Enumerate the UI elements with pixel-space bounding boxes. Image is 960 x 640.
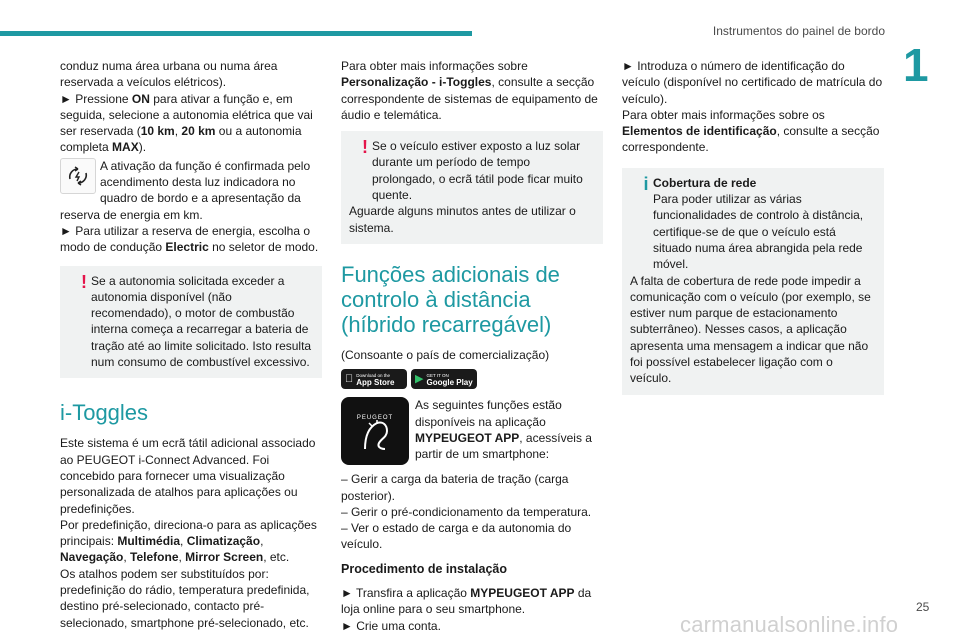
section-title: Funções adicionais de controlo à distância (híbrido recarregável)	[341, 261, 560, 337]
info-icon: i	[643, 173, 649, 194]
page-number: 25	[916, 600, 930, 614]
page-header-title: Instrumentos do painel de bordo	[712, 24, 885, 38]
peugeot-app-logo-icon	[341, 397, 409, 465]
paragraph: Os atalhos podem ser substituídos por: predefinição do rádio, temperatura predefinida, destino pré-selecionado, contacto pré-selecionado, smartphone pré-selecionado, etc.	[60, 566, 310, 630]
section-title: i-Toggles	[60, 400, 149, 426]
paragraph-step: ► Para utilizar a reserva de energia, escolha o modo de condução Electric no seletor de modo.	[60, 223, 319, 255]
list-item: – Ver o estado de carga e da autonomia do veículo.	[341, 521, 572, 552]
column-3	[622, 58, 884, 405]
column-1	[60, 58, 322, 631]
column-2	[341, 58, 603, 634]
paragraph: conduz numa área urbana ou numa área reservada a veículos elétricos).	[60, 59, 278, 90]
list-item: – Gerir a carga da bateria de tração (carga posterior).	[341, 472, 569, 503]
chapter-number: 1	[903, 39, 929, 91]
svg-text:PEUGEOT: PEUGEOT	[356, 415, 394, 422]
reserve-indicator-icon	[60, 158, 96, 194]
app-description	[341, 397, 603, 465]
play-icon: ▶	[415, 373, 424, 386]
paragraph: Este sistema é um ecrã tátil adicional associado ao PEUGEOT i-Connect Advanced. Foi concebido para fornecer uma visualização personalizada de atalhos para aplicações ou predefinições.	[60, 436, 316, 516]
footer-watermark: carmanualsonline.info	[680, 612, 899, 637]
paragraph: Para obter mais informações sobre Personalização - i-Toggles, consulte a secção correspondente de sistemas de equipamento de áudio e telemática.	[341, 59, 598, 122]
paragraph-step: ► Transfira a aplicação MYPEUGEOT APP da loja online para o seu smartphone.	[341, 586, 592, 617]
warning-icon: !	[362, 137, 368, 158]
warning-icon: !	[81, 271, 87, 292]
paragraph: (Consoante o país de comercialização)	[341, 347, 550, 362]
google-play-badge[interactable]: ▶ GET IT ON Google Play	[411, 369, 477, 389]
info-callout: i Cobertura de rede Para poder utilizar as várias funcionalidades de controlo à distância, certifique-se de que o veículo está situado numa área abrangida pela rede móvel. A falta de cobertura de rede pode impedir a comunicação com o veículo (por exemplo, se estiver num parque de estacionamento subterrâneo). Nesses casos, a aplicação apresenta uma mensagem a indicar que não foi possível estabelecer ligação com o veículo.	[622, 168, 884, 395]
warning-callout: ! Se o veículo estiver exposto a luz solar durante um período de tempo prolongado, o ecrã tátil pode ficar muito quente. Aguarde alguns minutos antes de utilizar o sistema.	[341, 131, 603, 244]
paragraph: Para obter mais informações sobre os Elementos de identificação, consulte a secção correspondente.	[622, 107, 880, 155]
store-badges	[341, 369, 603, 389]
paragraph-indicator: A ativação da função é confirmada pelo acendimento desta luz indicadora no quadro de bordo e a apresentação da reserva de energia em km.	[60, 158, 311, 222]
paragraph-step: ► Introduza o número de identificação do veículo (disponível no certificado de matrícula do veículo).	[622, 59, 883, 106]
warning-callout: ! Se a autonomia solicitada exceder a autonomia disponível (não recomendado), o motor de combustão interna começa a recarregar a bateria de tração até ao limite solicitado. Isto resulta num consumo de combustível excessivo.	[60, 266, 322, 379]
apple-icon	[345, 371, 353, 387]
paragraph-step: ► Pressione ON para ativar a função e, em seguida, selecione a autonomia elétrica que vai ser reservada (10 km, 20 km ou a autonomia completa MAX).	[60, 91, 313, 155]
header-accent-bar	[0, 31, 472, 36]
paragraph: Por predefinição, direciona-o para as aplicações principais: Multimédia, Climatização, Navegação, Telefone, Mirror Screen, etc.	[60, 517, 317, 565]
subsection-title: Procedimento de instalação	[341, 561, 508, 576]
paragraph-step: ► Crie uma conta.	[341, 618, 441, 633]
app-store-badge[interactable]: Download on the App Store	[341, 369, 407, 389]
list-item: – Gerir o pré-condicionamento da temperatura.	[341, 504, 592, 519]
paragraph: As seguintes funções estão disponíveis na aplicação MYPEUGEOT APP, acessíveis a partir de um smartphone:	[415, 398, 592, 462]
